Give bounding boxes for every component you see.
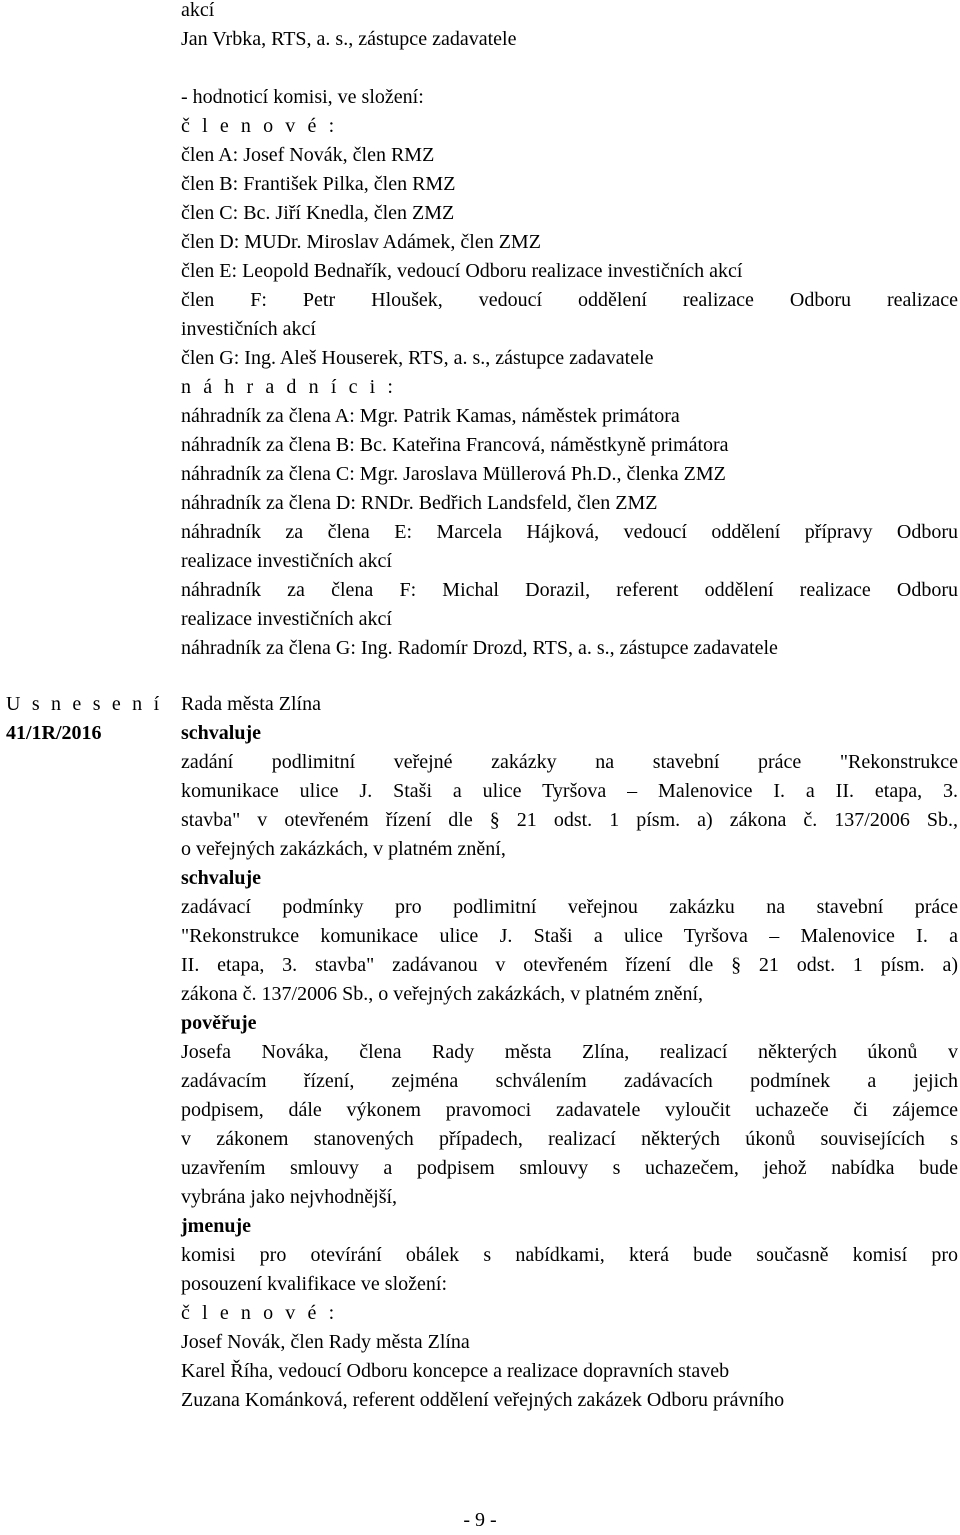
resolution-number: 41/1R/2016 — [6, 722, 102, 744]
resolution-verb: schvaluje — [181, 867, 261, 889]
resolution-body-line: komunikace ulice J. Staši a ulice Tyršova – Malenovice I. a II. etapa, 3. — [181, 780, 958, 802]
resolution-body-line: o veřejných zakázkách, v platném znění, — [181, 838, 506, 860]
members-heading: č l e n o v é : — [181, 115, 338, 137]
text-line: člen E: Leopold Bednařík, vedoucí Odboru realizace investičních akcí — [181, 260, 743, 282]
resolution-body-line: v zákonem stanovených případech, realizací některých úkonů souvisejících s — [181, 1128, 958, 1150]
resolution-body-line: zadávacím řízení, zejména schválením zadávacích podmínek a jejich — [181, 1070, 958, 1092]
text-line: náhradník za člena G: Ing. Radomír Drozd, RTS, a. s., zástupce zadavatele — [181, 637, 778, 659]
resolution-body-line: stavba" v otevřeném řízení dle § 21 odst. 1 písm. a) zákona č. 137/2006 Sb., — [181, 809, 958, 831]
text-line: - hodnoticí komisi, ve složení: — [181, 86, 424, 108]
text-line: člen D: MUDr. Miroslav Adámek, člen ZMZ — [181, 231, 541, 253]
resolution-body-line: zákona č. 137/2006 Sb., o veřejných zakázkách, v platném znění, — [181, 983, 704, 1005]
text-line: realizace investičních akcí — [181, 550, 392, 572]
members-heading: č l e n o v é : — [181, 1302, 338, 1324]
resolution-body-line: uzavřením smlouvy a podpisem smlouvy s uchazečem, jehož nabídka bude — [181, 1157, 958, 1179]
resolution-body-line: Karel Říha, vedoucí Odboru koncepce a realizace dopravních staveb — [181, 1360, 730, 1382]
text-line: náhradník za člena B: Bc. Kateřina Francová, náměstkyně primátora — [181, 434, 729, 456]
text-line: člen C: Bc. Jiří Knedla, člen ZMZ — [181, 202, 455, 224]
page-number: - 9 - — [463, 1509, 497, 1531]
resolution-body-line: vybrána jako nejvhodnější, — [181, 1186, 398, 1208]
text-line: člen B: František Pilka, člen RMZ — [181, 173, 456, 195]
resolution-body-line: komisi pro otevírání obálek s nabídkami, která bude současně komisí pro — [181, 1244, 958, 1266]
text-line: náhradník za člena C: Mgr. Jaroslava Müllerová Ph.D., členka ZMZ — [181, 463, 726, 485]
resolution-body-line: Josef Novák, člen Rady města Zlína — [181, 1331, 470, 1353]
resolution-body-line: Josefa Nováka, člena Rady města Zlína, realizací některých úkonů v — [181, 1041, 958, 1063]
resolution-body-line: posouzení kvalifikace ve složení: — [181, 1273, 448, 1295]
resolution-body-line: Zuzana Kománková, referent oddělení veřejných zakázek Odboru právního — [181, 1389, 785, 1411]
text-line: náhradník za člena F: Michal Dorazil, referent oddělení realizace Odboru — [181, 579, 958, 601]
resolution-body-line: podpisem, dále výkonem pravomoci zadavatele vyloučit uchazeče či zájemce — [181, 1099, 958, 1121]
resolution-verb: jmenuje — [181, 1215, 251, 1237]
resolution-verb: schvaluje — [181, 722, 261, 744]
text-line: investičních akcí — [181, 318, 316, 340]
substitutes-heading: n á h r a d n í c i : — [181, 376, 397, 398]
resolution-body-line: zadání podlimitní veřejné zakázky na stavební práce "Rekonstrukce — [181, 751, 958, 773]
text-line: realizace investičních akcí — [181, 608, 392, 630]
text-line: člen A: Josef Novák, člen RMZ — [181, 144, 435, 166]
resolution-body-line: II. etapa, 3. stavba" zadávanou v otevřeném řízení dle § 21 odst. 1 písm. a) — [181, 954, 958, 976]
resolution-body-line: zadávací podmínky pro podlimitní veřejnou zakázku na stavební práce — [181, 896, 958, 918]
resolution-body-line: Rada města Zlína — [181, 693, 321, 715]
text-line: náhradník za člena D: RNDr. Bedřich Landsfeld, člen ZMZ — [181, 492, 658, 514]
text-line: člen F: Petr Hloušek, vedoucí oddělení realizace Odboru realizace — [181, 289, 958, 311]
resolution-verb: pověřuje — [181, 1012, 257, 1034]
resolution-body-line: "Rekonstrukce komunikace ulice J. Staši a ulice Tyršova – Malenovice I. a — [181, 925, 958, 947]
text-line: člen G: Ing. Aleš Houserek, RTS, a. s., zástupce zadavatele — [181, 347, 654, 369]
text-line: Jan Vrbka, RTS, a. s., zástupce zadavatele — [181, 28, 517, 50]
resolution-label: U s n e s e n í — [6, 693, 163, 715]
text-line: náhradník za člena A: Mgr. Patrik Kamas, náměstek primátora — [181, 405, 680, 427]
text-line: akcí — [181, 0, 215, 21]
text-line: náhradník za člena E: Marcela Hájková, vedoucí oddělení přípravy Odboru — [181, 521, 958, 543]
